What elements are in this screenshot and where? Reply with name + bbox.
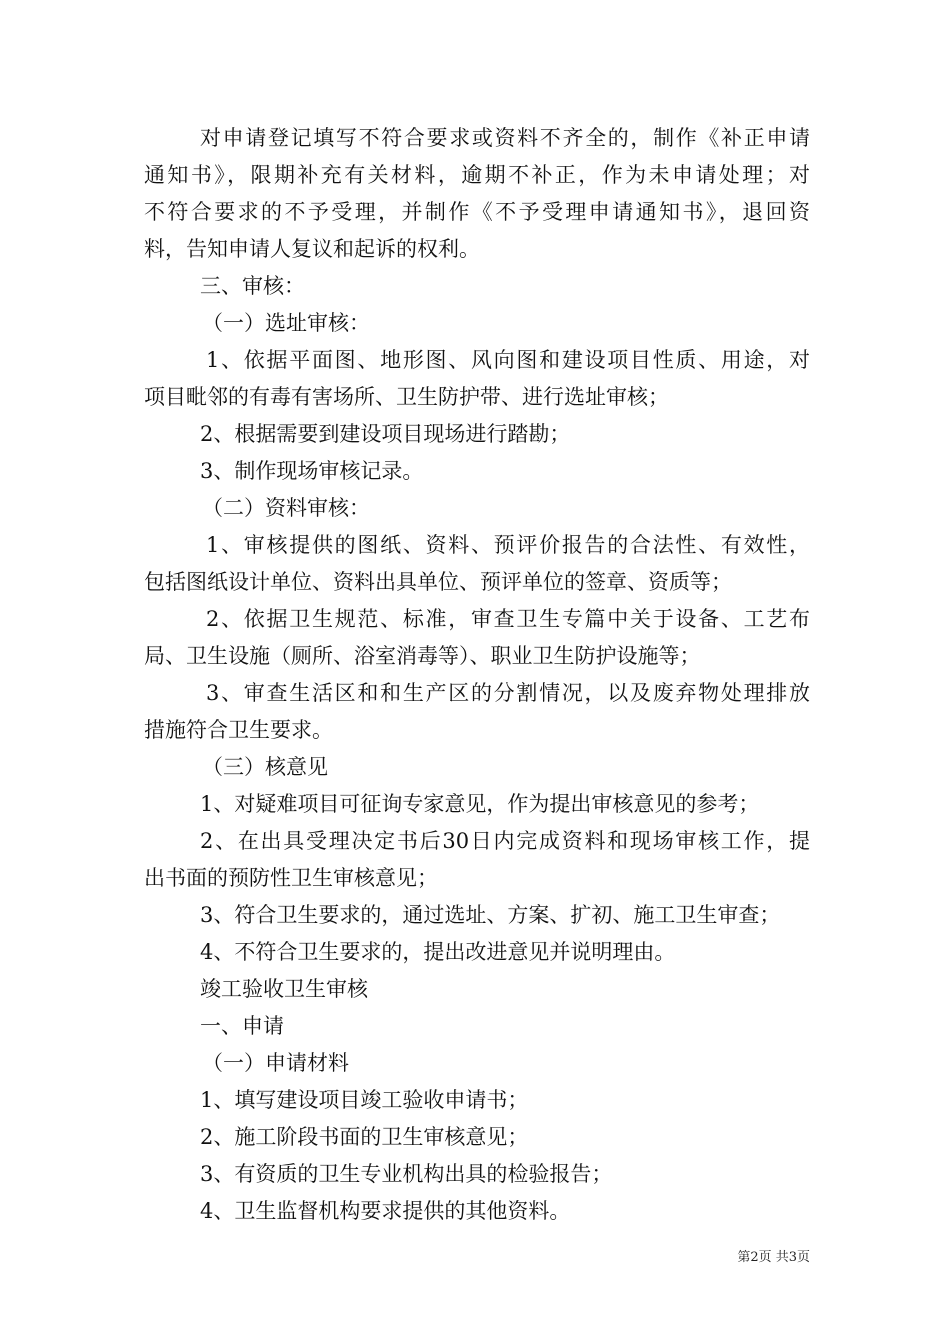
subsection-heading: （二）资料审核： [202, 496, 370, 520]
paragraph-line: 对申请登记填写不符合要求或资料不齐全的，制作《补正申请 [200, 126, 810, 150]
list-item-line: 出书面的预防性卫生审核意见； [144, 866, 438, 890]
list-item-line: 4、卫生监督机构要求提供的其他资料。 [200, 1199, 571, 1223]
list-item-line: 3、制作现场审核记录。 [200, 459, 424, 483]
list-item-line: 2、在出具受理决定书后30日内完成资料和现场审核工作，提 [200, 829, 810, 853]
list-item-line: 3、有资质的卫生专业机构出具的检验报告； [200, 1162, 613, 1186]
list-item-line: 1、审核提供的图纸、资料、预评价报告的合法性、有效性， [206, 533, 810, 557]
section-heading: 一、申请 [200, 1014, 284, 1038]
list-item-line: 2、施工阶段书面的卫生审核意见； [200, 1125, 529, 1149]
paragraph-line: 料，告知申请人复议和起诉的权利。 [144, 237, 480, 261]
paragraph-line: 不符合要求的不予受理，并制作《不予受理申请通知书》，退回资 [144, 200, 810, 224]
list-item-line: 项目毗邻的有毒有害场所、卫生防护带、进行选址审核； [144, 385, 669, 409]
section-heading: 竣工验收卫生审核 [200, 977, 368, 1001]
subsection-heading: （一）申请材料 [202, 1051, 349, 1075]
subsection-heading: （一）选址审核： [202, 311, 370, 335]
subsection-heading: （三）核意见 [202, 755, 328, 779]
list-item-line: 1、填写建设项目竣工验收申请书； [200, 1088, 529, 1112]
list-item-line: 措施符合卫生要求。 [144, 718, 333, 742]
list-item-line: 4、不符合卫生要求的，提出改进意见并说明理由。 [200, 940, 676, 964]
list-item-line: 包括图纸设计单位、资料出具单位、预评单位的签章、资质等； [144, 570, 732, 594]
document-body [144, 120, 810, 1230]
page-number: 第2页 共3页 [737, 1250, 810, 1265]
section-heading: 三、审核： [200, 274, 305, 298]
list-item-line: 3、审查生活区和和生产区的分割情况，以及废弃物处理排放 [206, 681, 810, 705]
list-item-line: 1、依据平面图、地形图、风向图和建设项目性质、用途，对 [206, 348, 810, 372]
list-item-line: 3、符合卫生要求的，通过选址、方案、扩初、施工卫生审查； [200, 903, 781, 927]
list-item-line: 2、根据需要到建设项目现场进行踏勘； [200, 422, 571, 446]
list-item-line: 1、对疑难项目可征询专家意见，作为提出审核意见的参考； [200, 792, 760, 816]
list-item-line: 局、卫生设施（厕所、浴室消毒等）、职业卫生防护设施等； [144, 644, 701, 668]
paragraph-line: 通知书》，限期补充有关材料，逾期不补正，作为未申请处理；对 [144, 163, 810, 187]
list-item-line: 2、依据卫生规范、标准，审查卫生专篇中关于设备、工艺布 [206, 607, 810, 631]
